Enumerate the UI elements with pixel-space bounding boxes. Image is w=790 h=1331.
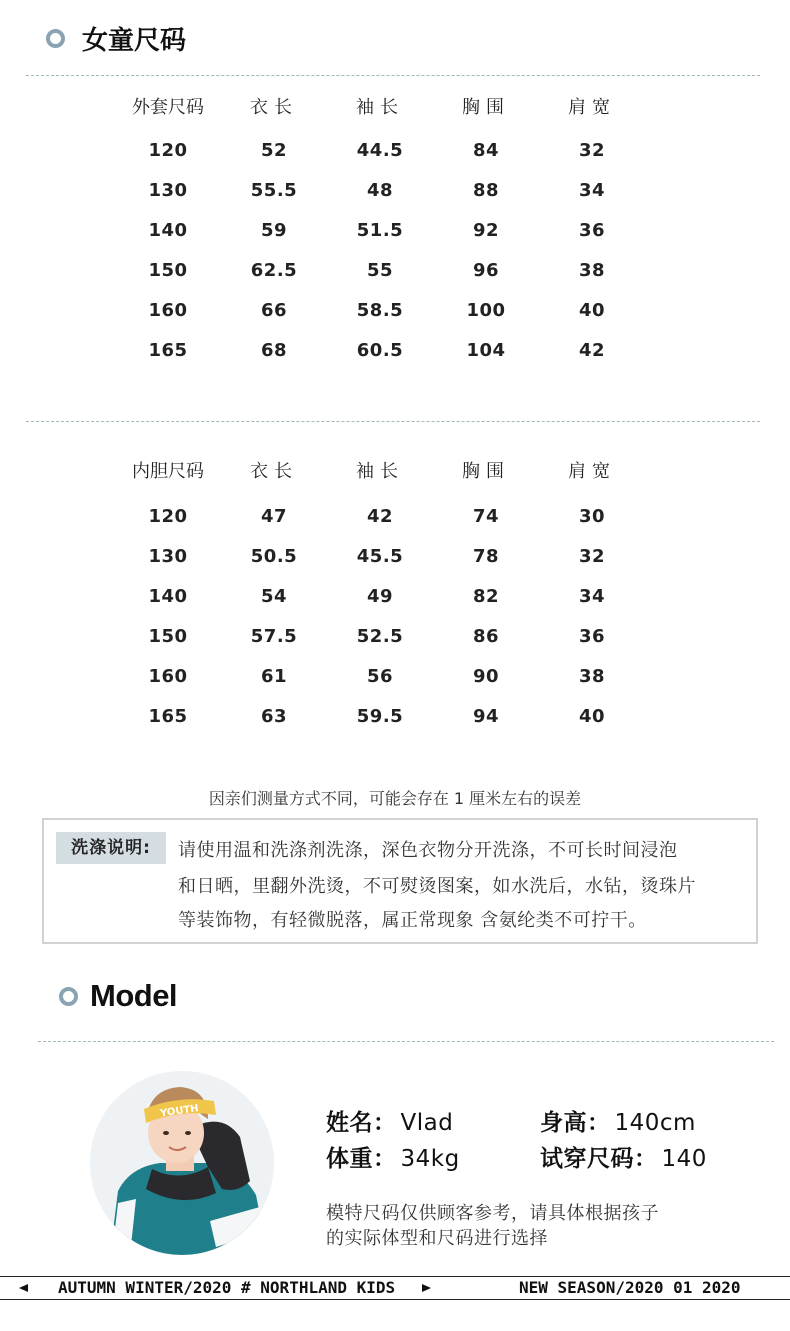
- table-cell: 150: [148, 259, 188, 281]
- table-row: [115, 290, 645, 330]
- table-cell: 50.5: [250, 545, 298, 567]
- table-cell: 84: [472, 139, 500, 161]
- dashed-divider: [26, 421, 760, 422]
- wash-instructions-label: 洗涤说明:: [56, 832, 166, 864]
- table-cell: 68: [260, 339, 288, 361]
- model-weight: [326, 1140, 460, 1173]
- model-photo: [90, 1071, 274, 1255]
- section-heading-model: [59, 978, 177, 1014]
- table-header-cell: 袖长: [356, 461, 404, 482]
- table-cell: 38: [578, 259, 606, 281]
- table-row: [115, 130, 645, 170]
- table-header-cell: 胸围: [462, 97, 510, 118]
- table-cell: 96: [472, 259, 500, 281]
- arrow-left-icon: [19, 1284, 28, 1292]
- table-cell: 100: [466, 299, 506, 321]
- model-advice-line: 的实际体型和尺码进行选择: [326, 1228, 548, 1249]
- table-header-cell: 肩宽: [568, 461, 616, 482]
- table-cell: 36: [578, 625, 606, 647]
- table-cell: 165: [148, 705, 188, 727]
- table-cell: 88: [472, 179, 500, 201]
- table-header-cell: 袖长: [356, 97, 404, 118]
- table-cell: 57.5: [250, 625, 298, 647]
- table-row: [115, 616, 645, 656]
- table-cell: 40: [578, 299, 606, 321]
- table-cell: 63: [260, 705, 288, 727]
- table-cell: 140: [148, 219, 188, 241]
- table-cell: 78: [472, 545, 500, 567]
- table-row: [115, 250, 645, 290]
- wash-instructions-line: 等装饰物，有轻微脱落，属正常现象 含氨纶类不可拧干。: [178, 910, 647, 931]
- section-heading-girls-size: [46, 20, 186, 57]
- table-cell: 40: [578, 705, 606, 727]
- section-title: Model: [90, 978, 178, 1013]
- table-cell: 90: [472, 665, 500, 687]
- table-cell: 34: [578, 585, 606, 607]
- table-cell: 32: [578, 545, 606, 567]
- table-row: [115, 210, 645, 250]
- table-cell: 55.5: [250, 179, 298, 201]
- table-cell: 30: [578, 505, 606, 527]
- table-cell: 62.5: [250, 259, 298, 281]
- table-row: [115, 576, 645, 616]
- table-cell: 104: [466, 339, 506, 361]
- table-cell: 130: [148, 545, 188, 567]
- table-cell: 44.5: [356, 139, 404, 161]
- table-row: [115, 696, 645, 736]
- dashed-divider: [38, 1041, 774, 1042]
- table-cell: 150: [148, 625, 188, 647]
- table-cell: 86: [472, 625, 500, 647]
- table-cell: 45.5: [356, 545, 404, 567]
- table-row: [115, 330, 645, 370]
- table-cell: 59.5: [356, 705, 404, 727]
- section-title: 女童尺码: [82, 26, 187, 56]
- outer-size-table: [115, 84, 645, 370]
- table-cell: 94: [472, 705, 500, 727]
- footer-left-text: AUTUMN WINTER/2020 # NORTHLAND KIDS: [58, 1278, 396, 1297]
- table-cell: 49: [366, 585, 394, 607]
- circle-bullet-icon: [46, 29, 65, 48]
- table-cell: 47: [260, 505, 288, 527]
- table-header-row: [115, 448, 645, 492]
- table-cell: 58.5: [356, 299, 404, 321]
- table-cell: 60.5: [356, 339, 404, 361]
- table-cell: 120: [148, 505, 188, 527]
- table-cell: 56: [366, 665, 394, 687]
- table-cell: 52: [260, 139, 288, 161]
- model-height-value: 140cm: [614, 1110, 696, 1136]
- model-name-value: Vlad: [400, 1110, 454, 1136]
- table-cell: 130: [148, 179, 188, 201]
- table-cell: 42: [578, 339, 606, 361]
- table-cell: 48: [366, 179, 394, 201]
- measurement-error-note: 因亲们测量方式不同，可能会存在 1 厘米左右的误差: [208, 789, 582, 808]
- table-cell: 92: [472, 219, 500, 241]
- table-row: [115, 170, 645, 210]
- table-cell: 140: [148, 585, 188, 607]
- arrow-right-icon: [422, 1284, 431, 1292]
- table-cell: 36: [578, 219, 606, 241]
- model-weight-value: 34kg: [400, 1146, 460, 1172]
- table-cell: 120: [148, 139, 188, 161]
- table-header-row: [115, 84, 645, 128]
- table-cell: 82: [472, 585, 500, 607]
- table-cell: 66: [260, 299, 288, 321]
- model-height-label: 身高：: [540, 1110, 611, 1136]
- model-photo-illustration: [90, 1071, 274, 1255]
- inner-size-table: [115, 448, 645, 736]
- wash-instructions-line: 和日晒，里翻外洗烫，不可熨烫图案，如水洗后，水钻，烫珠片: [178, 876, 696, 897]
- model-size-value: 140: [661, 1146, 707, 1172]
- table-cell: 55: [366, 259, 394, 281]
- table-header-cell: 内胆尺码: [132, 461, 204, 482]
- headband-text: YOUTH: [159, 1103, 200, 1120]
- table-cell: 160: [148, 665, 188, 687]
- table-cell: 54: [260, 585, 288, 607]
- table-cell: 38: [578, 665, 606, 687]
- table-cell: 160: [148, 299, 188, 321]
- table-cell: 34: [578, 179, 606, 201]
- table-row: [115, 496, 645, 536]
- table-cell: 165: [148, 339, 188, 361]
- model-advice-line: 模特尺码仅供顾客参考，请具体根据孩子: [326, 1203, 659, 1224]
- table-header-cell: 肩宽: [568, 97, 616, 118]
- table-cell: 51.5: [356, 219, 404, 241]
- model-name: [326, 1104, 453, 1137]
- model-weight-label: 体重：: [326, 1146, 397, 1172]
- table-cell: 59: [260, 219, 288, 241]
- table-cell: 52.5: [356, 625, 404, 647]
- table-header-cell: 外套尺码: [132, 97, 204, 118]
- model-size: [540, 1140, 707, 1173]
- table-header-cell: 衣长: [250, 461, 298, 482]
- circle-bullet-icon: [59, 987, 78, 1006]
- table-cell: 42: [366, 505, 394, 527]
- table-cell: 61: [260, 665, 288, 687]
- wash-instructions-line: 请使用温和洗涤剂洗涤，深色衣物分开洗涤，不可长时间浸泡: [178, 840, 678, 861]
- table-header-cell: 胸围: [462, 461, 510, 482]
- table-row: [115, 656, 645, 696]
- table-cell: 74: [472, 505, 500, 527]
- model-height: [540, 1104, 696, 1137]
- table-header-cell: 衣长: [250, 97, 298, 118]
- dashed-divider: [26, 75, 760, 76]
- table-cell: 32: [578, 139, 606, 161]
- footer-right-text: NEW SEASON/2020 01 2020: [519, 1278, 741, 1297]
- model-name-label: 姓名：: [326, 1110, 397, 1136]
- table-row: [115, 536, 645, 576]
- model-size-label: 试穿尺码：: [540, 1146, 658, 1172]
